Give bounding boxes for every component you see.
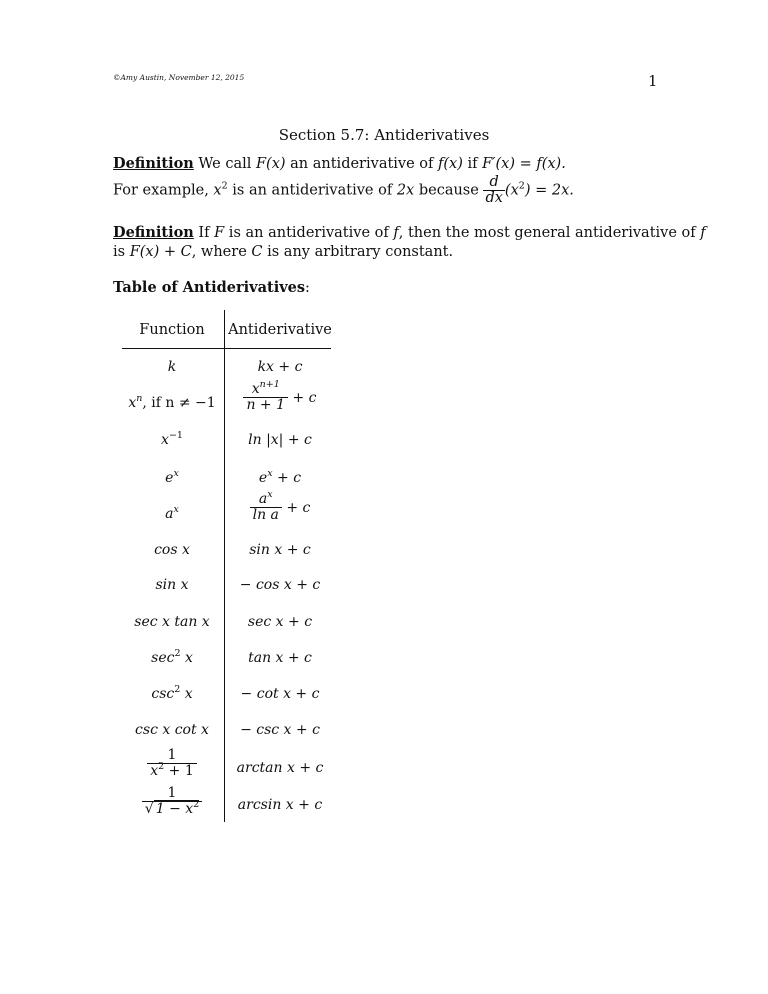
column-header-antiderivative: Antiderivative <box>228 322 332 338</box>
section-title: Section 5.7: Antiderivatives <box>278 126 490 144</box>
page-number: 1 <box>648 72 658 90</box>
table-row-function: csc x cot x <box>135 722 209 738</box>
table-row-function: k <box>167 359 177 375</box>
table-header-rule <box>122 348 331 349</box>
table-row-antiderivative: kx + c <box>257 359 303 375</box>
definition-2-line-2: is F(x) + C, where C is any arbitrary constant. <box>113 244 454 260</box>
table-row-antiderivative: $\frac{x^{n+1}}{n + 1}$ + c <box>228 382 332 414</box>
table-row-antiderivative: − cot x + c <box>240 686 320 702</box>
copyright-notice: ©Amy Austin, November 12, 2015 <box>113 73 245 82</box>
table-row-antiderivative: $\frac{a^x}{\text{ln a}}$ + c <box>228 492 332 524</box>
table-row-antiderivative: tan x + c <box>248 650 312 666</box>
table-row-antiderivative: − cos x + c <box>239 577 321 593</box>
table-row-function: $e^x$ <box>165 468 179 486</box>
column-header-function: Function <box>139 322 205 338</box>
table-row-function: sec x tan x <box>134 614 210 630</box>
definition-1-example: For example, $x^2$ is an antiderivative of 2x because $\frac{d}{dx}$ $(x^2) = 2x$. <box>113 174 574 207</box>
table-row-antiderivative: sec x + c <box>247 614 313 630</box>
table-row-antiderivative: − csc x + c <box>240 722 320 738</box>
table-row-antiderivative: arctan x + c <box>236 760 324 776</box>
table-row-antiderivative: ln |x| + c <box>248 432 312 448</box>
table-row-antiderivative: $e^x + c$ <box>258 468 302 486</box>
table-row-function: sin x <box>155 577 189 593</box>
table-row-antiderivative: sin x + c <box>249 542 311 558</box>
table-row-function: $a^x$ <box>165 504 179 522</box>
derivative-fraction: $\frac{d}{dx}$ <box>485 174 503 207</box>
definition-1-line: Definition We call F(x) an antiderivative of f(x) if F′(x) = f(x). <box>113 155 566 172</box>
table-row-function: $\frac{1}{x^2 + 1}$ <box>122 748 222 780</box>
table-row-function: $x^n$, if n ≠ −1 <box>128 393 216 411</box>
table-row-function: cos x <box>154 542 190 558</box>
table-heading: Table of Antiderivatives: <box>113 279 310 296</box>
definition-2-line-1: Definition If F is an antiderivative of f, then the most general antiderivative of f <box>113 224 706 241</box>
table-row-function: $x^{-1}$ <box>161 430 183 448</box>
table-row-antiderivative: arcsin x + c <box>237 797 323 813</box>
definition-2-label: Definition <box>113 224 194 241</box>
table-row-function: $\csc^2 x$ <box>151 684 193 702</box>
table-row-function: $\frac{1}{√ 1 - x^2}$ <box>122 786 222 818</box>
definition-1-label: Definition <box>113 155 194 172</box>
table-row-function: $\sec^2 x$ <box>151 648 193 666</box>
table-vertical-rule <box>224 310 225 822</box>
